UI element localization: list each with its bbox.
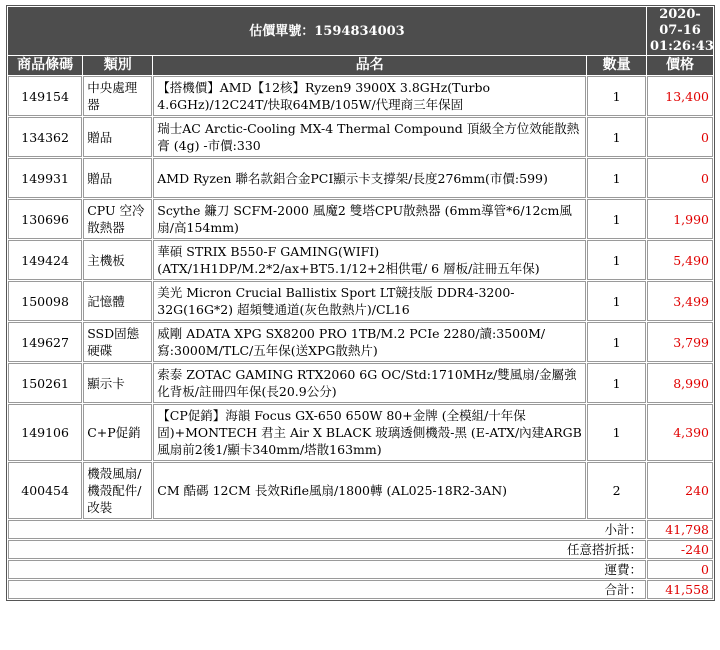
item-price: 1,990	[647, 199, 713, 239]
item-name: 【搭機價】AMD【12核】Ryzen9 3900X 3.8GHz(Turbo 4.6GHz)/12C24T/快取64MB/105W/代理商三年保固	[153, 76, 586, 116]
item-code: 150261	[8, 363, 82, 403]
item-category: 主機板	[83, 240, 152, 280]
item-qty: 1	[587, 199, 646, 239]
item-name: CM 酷碼 12CM 長效Rifle風扇/1800轉 (AL025-18R2-3AN)	[153, 462, 586, 519]
subtotal-value: 41,798	[647, 520, 713, 539]
col-header-category: 類別	[83, 56, 152, 75]
item-price: 5,490	[647, 240, 713, 280]
item-category: CPU 空冷散熱器	[83, 199, 152, 239]
item-category: 贈品	[83, 117, 152, 157]
item-code: 149931	[8, 158, 82, 198]
table-row	[8, 158, 713, 198]
table-row	[8, 76, 713, 116]
item-qty: 1	[587, 117, 646, 157]
item-code: 149424	[8, 240, 82, 280]
item-price: 4,390	[647, 404, 713, 461]
item-price: 240	[647, 462, 713, 519]
col-header-name: 品名	[153, 56, 586, 75]
table-row	[8, 404, 713, 461]
item-code: 149154	[8, 76, 82, 116]
summary-row	[8, 520, 713, 539]
item-qty: 1	[587, 76, 646, 116]
item-price: 8,990	[647, 363, 713, 403]
item-name: 瑞士AC Arctic-Cooling MX-4 Thermal Compound 頂級全方位效能散熱膏 (4g) -市價:330	[153, 117, 586, 157]
item-code: 134362	[8, 117, 82, 157]
quote-table	[6, 5, 715, 601]
table-row	[8, 240, 713, 280]
item-qty: 1	[587, 158, 646, 198]
subtotal-label: 小計：	[8, 520, 646, 539]
item-price: 0	[647, 117, 713, 157]
quote-datetime	[647, 7, 713, 55]
item-qty: 2	[587, 462, 646, 519]
item-price: 13,400	[647, 76, 713, 116]
summary-row	[8, 540, 713, 559]
shipping-value: 0	[647, 560, 713, 579]
col-header-code: 商品條碼	[8, 56, 82, 75]
table-row	[8, 281, 713, 321]
shipping-label: 運費：	[8, 560, 646, 579]
item-name: 華碩 STRIX B550-F GAMING(WIFI) (ATX/1H1DP/M.2*2/ax+BT5.1/12+2相供電/ 6 層板/註冊五年保)	[153, 240, 586, 280]
quote-date: 2020-07-16	[659, 7, 701, 38]
total-value: 41,558	[647, 580, 713, 599]
item-category: SSD固態硬碟	[83, 322, 152, 362]
item-price: 3,799	[647, 322, 713, 362]
col-header-price: 價格	[647, 56, 713, 75]
table-row	[8, 322, 713, 362]
item-name: 【CP促銷】海韻 Focus GX-650 650W 80+金牌 (全模組/十年保固)+MONTECH 君主 Air X BLACK 玻璃透側機殼-黑 (E-ATX/內建ARGB風扇前2後1/顯卡340mm/塔散163mm)	[153, 404, 586, 461]
table-row	[8, 363, 713, 403]
item-name: 威剛 ADATA XPG SX8200 PRO 1TB/M.2 PCIe 2280/讀:3500M/寫:3000M/TLC/五年保(送XPG散熱片)	[153, 322, 586, 362]
item-code: 400454	[8, 462, 82, 519]
total-label: 合計：	[8, 580, 646, 599]
item-name: 索泰 ZOTAC GAMING RTX2060 6G OC/Std:1710MHz/雙風扇/金屬強化背板/註冊四年保(長20.9公分)	[153, 363, 586, 403]
item-category: 記憶體	[83, 281, 152, 321]
item-category: 中央處理器	[83, 76, 152, 116]
item-code: 149627	[8, 322, 82, 362]
table-row	[8, 462, 713, 519]
quote-time: 01:26:43	[650, 39, 714, 54]
item-name: Scythe 鐮刀 SCFM-2000 風魔2 雙塔CPU散熱器 (6mm導管*6/12cm風扇/高154mm)	[153, 199, 586, 239]
summary-row	[8, 560, 713, 579]
discount-value: -240	[647, 540, 713, 559]
item-code: 150098	[8, 281, 82, 321]
item-price: 0	[647, 158, 713, 198]
item-qty: 1	[587, 281, 646, 321]
quote-sheet	[6, 5, 715, 601]
item-category: C+P促銷	[83, 404, 152, 461]
item-qty: 1	[587, 363, 646, 403]
item-category: 機殼風扇/機殼配件/改裝	[83, 462, 152, 519]
item-category: 贈品	[83, 158, 152, 198]
summary-row	[8, 580, 713, 599]
item-price: 3,499	[647, 281, 713, 321]
item-name: AMD Ryzen 聯名款鋁合金PCI顯示卡支撐架/長度276mm(市價:599)	[153, 158, 586, 198]
quote-number: 估價單號：1594834003	[8, 7, 646, 55]
col-header-qty: 數量	[587, 56, 646, 75]
item-code: 149106	[8, 404, 82, 461]
item-code: 130696	[8, 199, 82, 239]
item-category: 顯示卡	[83, 363, 152, 403]
table-row	[8, 117, 713, 157]
item-name: 美光 Micron Crucial Ballistix Sport LT競技版 DDR4-3200-32G(16G*2) 超頻雙通道(灰色散熱片)/CL16	[153, 281, 586, 321]
item-qty: 1	[587, 322, 646, 362]
discount-label: 任意搭折抵：	[8, 540, 646, 559]
item-qty: 1	[587, 404, 646, 461]
item-qty: 1	[587, 240, 646, 280]
table-row	[8, 199, 713, 239]
